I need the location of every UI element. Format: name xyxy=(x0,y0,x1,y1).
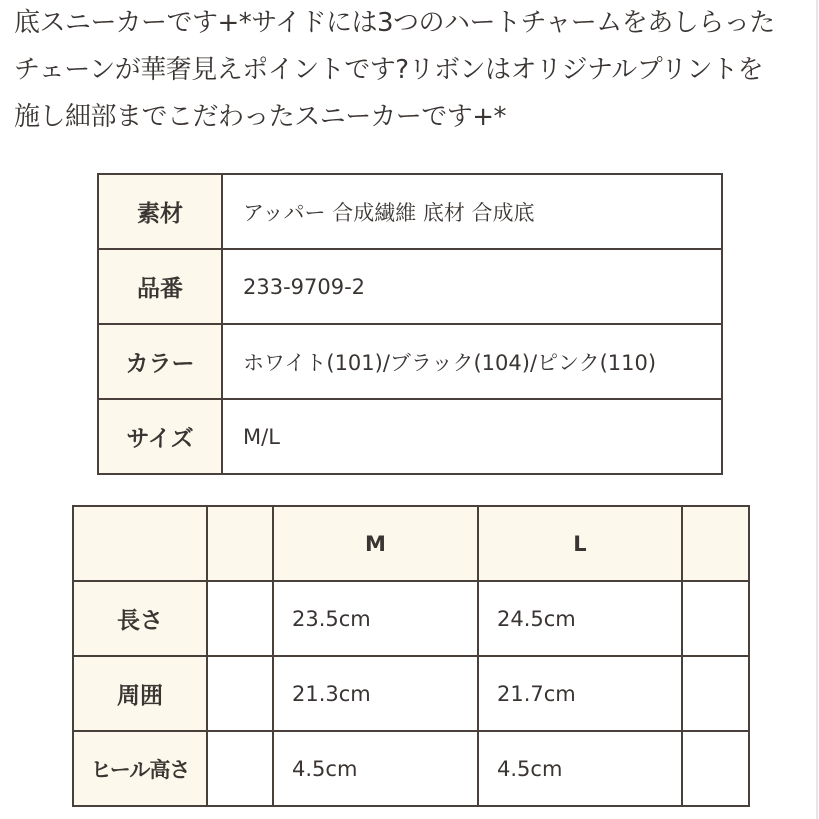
size-cell-blank xyxy=(207,731,273,806)
description-line: 施し細部までこだわったスニーカーです+* xyxy=(14,102,507,132)
product-description xyxy=(14,0,814,141)
spec-value-material: アッパー 合成繊維 底材 合成底 xyxy=(222,174,722,249)
size-cell-l: 24.5cm xyxy=(478,581,682,656)
table-row xyxy=(98,249,722,324)
size-cell-blank xyxy=(682,731,749,806)
size-label-circumference: 周囲 xyxy=(73,656,207,731)
size-cell-l: 21.7cm xyxy=(478,656,682,731)
table-row xyxy=(98,174,722,249)
table-row xyxy=(73,581,749,656)
description-line: チェーンが華奢見えポイントです?リボンはオリジナルプリントを xyxy=(14,55,764,85)
table-row xyxy=(98,324,722,399)
size-cell-m: 21.3cm xyxy=(273,656,478,731)
spec-label-material: 素材 xyxy=(98,174,222,249)
size-label-heel-height: ヒール高さ xyxy=(73,731,207,806)
size-header-blank xyxy=(73,506,207,581)
size-table xyxy=(72,505,750,807)
size-label-length: 長さ xyxy=(73,581,207,656)
size-cell-l: 4.5cm xyxy=(478,731,682,806)
spec-table xyxy=(97,173,723,475)
spec-label-item-number: 品番 xyxy=(98,249,222,324)
size-cell-blank xyxy=(207,581,273,656)
table-row xyxy=(73,656,749,731)
spec-value-item-number: 233-9709-2 xyxy=(222,249,722,324)
spec-label-color: カラー xyxy=(98,324,222,399)
size-cell-m: 4.5cm xyxy=(273,731,478,806)
size-cell-blank xyxy=(682,656,749,731)
table-row xyxy=(73,731,749,806)
spec-value-color: ホワイト(101)/ブラック(104)/ピンク(110) xyxy=(222,324,722,399)
table-header-row xyxy=(73,506,749,581)
page-edge-divider xyxy=(816,0,818,819)
spec-value-size: M/L xyxy=(222,399,722,474)
size-cell-blank xyxy=(207,656,273,731)
description-line: 底スニーカーです+*サイドには3つのハートチャームをあしらった xyxy=(14,8,775,38)
spec-label-size: サイズ xyxy=(98,399,222,474)
size-header-blank xyxy=(207,506,273,581)
size-cell-m: 23.5cm xyxy=(273,581,478,656)
table-row xyxy=(98,399,722,474)
size-header-m: M xyxy=(273,506,478,581)
size-header-blank xyxy=(682,506,749,581)
size-header-l: L xyxy=(478,506,682,581)
size-cell-blank xyxy=(682,581,749,656)
